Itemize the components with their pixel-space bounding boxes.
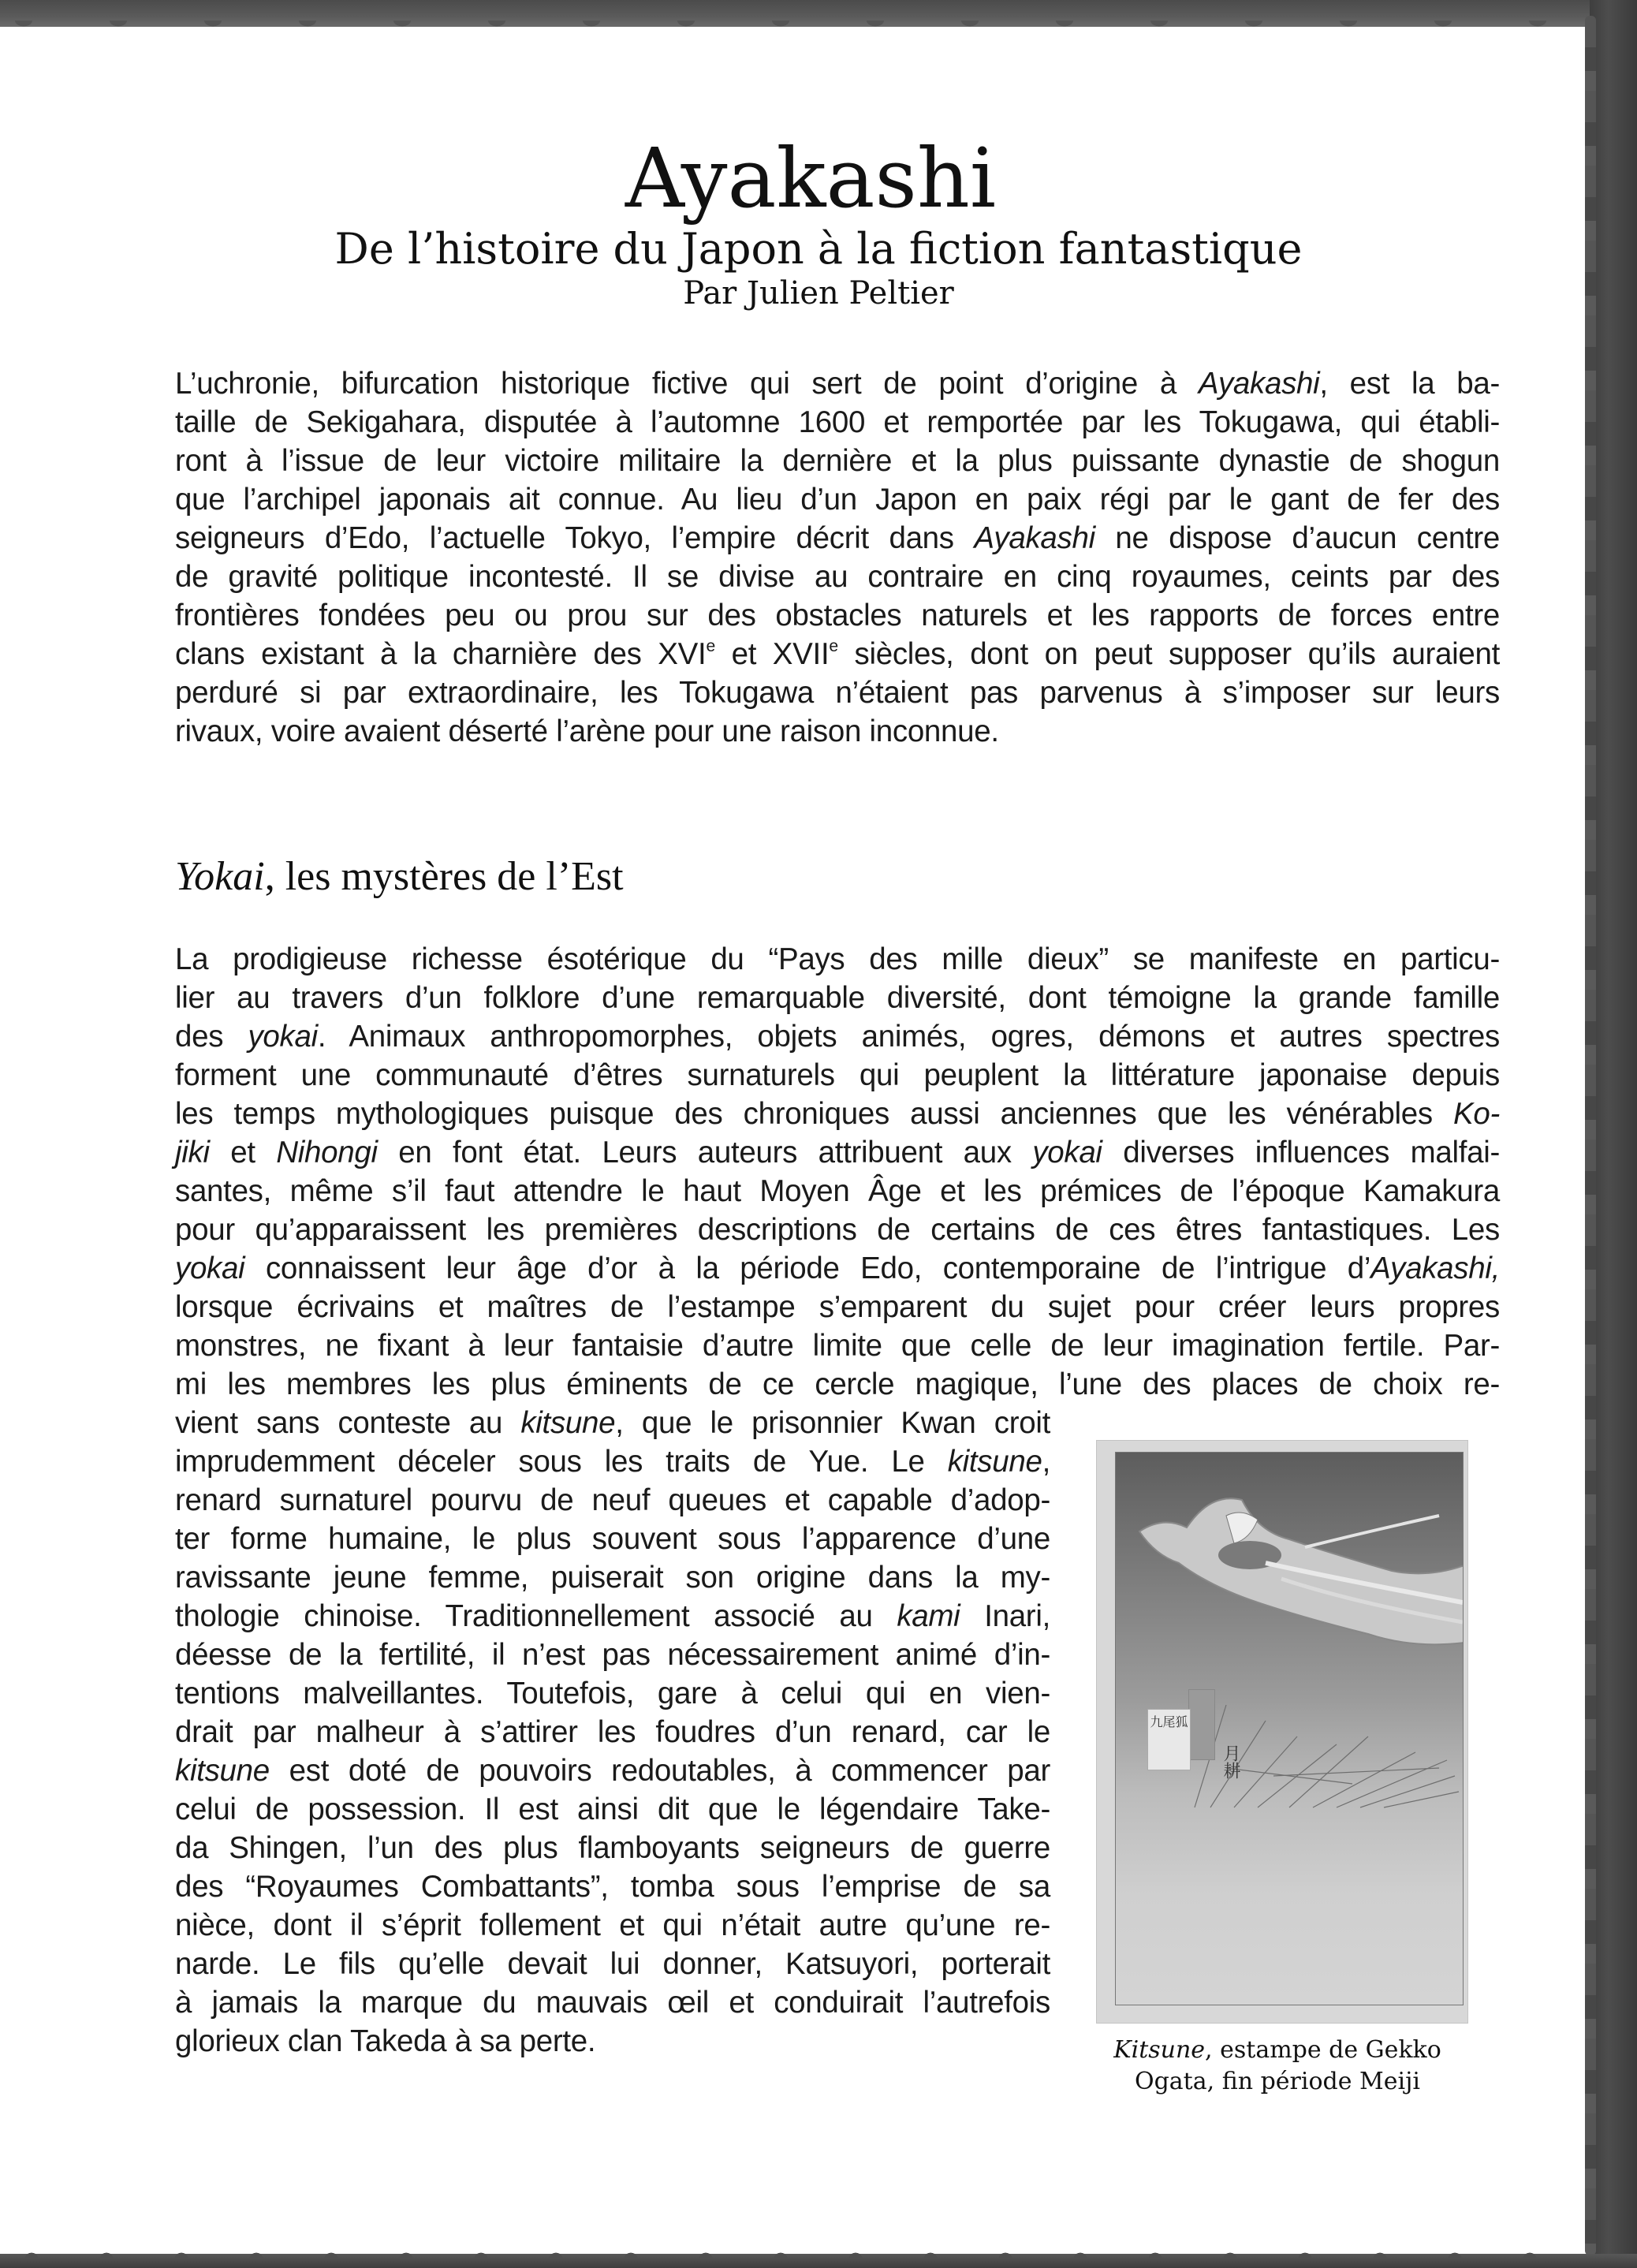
text-run: renard surnaturel pourvu de neuf queues et capable d’adop- [175,1483,1050,1517]
text-run: diverses influences malfai- [1102,1136,1500,1169]
page-subtitle: De l’histoire du Japon à la fiction fantastique [334,224,1303,274]
italic-term: Ayakashi [974,521,1095,555]
text-run: Inari, [960,1599,1050,1633]
italic-term: kitsune [947,1445,1042,1479]
text-run: connaissent leur âge d’or à la période Edo, contemporaine de l’intrigue d’ [244,1252,1371,1285]
figure-caption [1088,2035,1467,2098]
text-line [175,1249,1500,1288]
text-line [175,1442,1050,1481]
title-block [0,130,1637,312]
text-line [175,1945,1050,1983]
text-run: ter forme humaine, le plus souvent sous l’apparence d’une [175,1522,1050,1556]
fox-spirit-illustration [1132,1484,1464,1689]
text-run: nièce, dont il s’éprit follement et qui n’était autre qu’une re- [175,1908,1050,1942]
decorative-border-right [1590,0,1637,2268]
text-run: perduré si par extraordinaire, les Tokugawa n’étaient pas parvenus à s’imposer sur leurs [175,676,1500,710]
text-run: mi les membres les plus éminents de ce cercle magique, l’une des places de choix re- [175,1367,1500,1401]
text-line [175,1133,1500,1172]
text-line [175,364,1500,403]
decorative-border-top-edge [0,21,1637,35]
text-line [175,403,1500,442]
superscript: e [829,637,838,656]
text-run: clans existant à la charnière des XVI [175,637,707,671]
text-run: de gravité politique incontesté. Il se divise au contraire en cinq royaumes, ceints par des [175,560,1500,594]
text-run: La prodigieuse richesse ésotérique du “Pays des mille dieux” se manifeste en particu- [175,942,1500,976]
text-line [175,1790,1050,1829]
text-run: santes, même s’il faut attendre le haut Moyen Âge et les prémices de l’époque Kamakura [175,1174,1500,1208]
text-run: taille de Sekigahara, disputée à l’automne 1600 et remportée par les Tokugawa, qui établi- [175,405,1500,439]
text-run: , est la ba- [1319,367,1500,401]
text-run: les temps mythologiques puisque des chroniques aussi anciennes que les vénérables [175,1097,1453,1131]
text-run: , [1042,1445,1050,1479]
text-run: L’uchronie, bifurcation historique fictive qui sert de point d’origine à [175,367,1199,401]
italic-term: kitsune [175,1754,270,1788]
text-line [175,1056,1500,1095]
text-run: siècles, dont on peut supposer qu’ils auraient [837,637,1500,671]
text-line [175,1520,1050,1558]
text-line [175,1906,1050,1945]
text-line [175,1210,1500,1249]
italic-term: jiki [175,1136,210,1169]
text-run: narde. Le fils qu’elle devait lui donner, Katsuyori, porterait [175,1947,1050,1981]
text-line [175,1674,1050,1713]
text-run: et [209,1136,277,1169]
kitsune-print-figure [1096,1440,1468,2024]
text-line [175,596,1500,635]
intro-paragraph [175,364,1500,751]
italic-term: Ko- [1452,1097,1500,1131]
artist-signature: 月耕 [1221,1744,1240,1779]
text-line [175,1095,1500,1133]
text-line [175,1983,1050,2022]
text-run: frontières fondées peu ou prou sur des obstacles naturels et les rapports de forces entre [175,599,1500,632]
text-run: à jamais la marque du mauvais œil et conduirait l’autrefois [175,1986,1050,2020]
text-run: en font état. Leurs auteurs attribuent aux [377,1136,1033,1169]
author-byline: Par Julien Peltier [683,275,954,311]
text-line [175,635,1500,673]
text-run: que l’archipel japonais ait connue. Au lieu d’un Japon en paix régi par le gant de fer des [175,483,1500,517]
text-run: imprudemment déceler sous les traits de Yue. Le [175,1445,948,1479]
text-line [175,442,1500,480]
text-line [175,558,1500,596]
superscript: e [706,637,715,656]
text-run: ravissante jeune femme, puiserait son origine dans la my- [175,1561,1050,1595]
text-run: ne dispose d’aucun centre [1094,521,1500,555]
caption-italic: Kitsune [1113,2036,1206,2064]
text-line [175,1288,1500,1326]
text-line [175,1636,1050,1674]
italic-term: yokai [175,1252,245,1285]
text-run: forment une communauté d’êtres surnaturels qui peuplent la littérature japonaise depuis [175,1058,1500,1092]
page-title: Ayakashi [625,130,997,226]
text-run: et XVII [714,637,830,671]
text-run: glorieux clan Takeda à sa perte. [175,2024,596,2058]
text-run: des “Royaumes Combattants”, tomba sous l’emprise de sa [175,1870,1050,1904]
text-run: drait par malheur à s’attirer les foudres d’un renard, car le [175,1715,1050,1749]
text-line [175,1404,1050,1442]
text-line [175,1481,1050,1520]
text-run: seigneurs d’Edo, l’actuelle Tokyo, l’empire décrit dans [175,521,975,555]
text-line [175,673,1500,712]
text-run: monstres, ne fixant à leur fantaisie d’autre limite que celle de leur imagination fertile. Par- [175,1329,1500,1363]
text-line [175,940,1500,979]
text-line [175,712,1500,751]
section-heading-text: , les mystères de l’Est [264,854,624,899]
text-run: da Shingen, l’un des plus flamboyants seigneurs de guerre [175,1831,1050,1865]
text-line [175,1558,1050,1597]
text-line [175,1326,1500,1365]
text-run: tentions malveillantes. Toutefois, gare à celui qui en vien- [175,1677,1050,1710]
text-line [175,519,1500,558]
text-line [175,480,1500,519]
text-run: des [175,1020,248,1054]
italic-term: Ayakashi, [1370,1252,1500,1285]
title-cartouche-secondary [1188,1689,1215,1760]
italic-term: kami [897,1599,960,1633]
kitsune-print-image [1115,1452,1464,2005]
text-line [175,1172,1500,1210]
title-cartouche: 九尾狐 [1147,1709,1191,1770]
text-line [175,1867,1050,1906]
decorative-border-bottom-edge [0,2246,1593,2259]
section-heading-italic: Yokai [175,854,265,899]
italic-term: Nihongi [276,1136,378,1169]
caption-text-line2: Ogata, fin période Meiji [1135,2068,1420,2095]
text-run: thologie chinoise. Traditionnellement associé au [175,1599,897,1633]
text-run: lier au travers d’un folklore d’une remarquable diversité, dont témoigne la grande famille [175,981,1500,1015]
text-run: , que le prisonnier Kwan croit [615,1406,1050,1440]
text-run: vient sans conteste au [175,1406,521,1440]
text-run: . Animaux anthropomorphes, objets animés, ogres, démons et autres spectres [317,1020,1500,1054]
italic-term: yokai [248,1020,318,1054]
decorative-border-right-edge [1585,16,1596,2255]
text-run: rivaux, voire avaient déserté l’arène pour une raison inconnue. [175,714,999,748]
text-line [175,1751,1050,1790]
text-run: déesse de la fertilité, il n’est pas nécessairement animé d’in- [175,1638,1050,1672]
text-line [175,1017,1500,1056]
section-heading [175,853,624,901]
text-line [175,979,1500,1017]
text-line [175,1829,1050,1867]
italic-term: Ayakashi [1198,367,1320,401]
text-run: ront à l’issue de leur victoire militaire la dernière et la plus puissante dynastie de shogun [175,444,1500,478]
text-run: celui de possession. Il est ainsi dit que le légendaire Take- [175,1792,1050,1826]
italic-term: yokai [1032,1136,1102,1169]
italic-term: kitsune [520,1406,616,1440]
text-run: pour qu’apparaissent les premières descriptions de certains de ces êtres fantastiques. Les [175,1213,1500,1247]
text-line [175,1713,1050,1751]
text-run: lorsque écrivains et maîtres de l’estampe s’emparent du sujet pour créer leurs propres [175,1290,1500,1324]
text-run: est doté de pouvoirs redoutables, à commencer par [269,1754,1050,1788]
text-line [175,1597,1050,1636]
text-line [175,1365,1500,1404]
caption-text-line1: , estampe de Gekko [1205,2036,1441,2064]
text-line [175,2022,1050,2061]
